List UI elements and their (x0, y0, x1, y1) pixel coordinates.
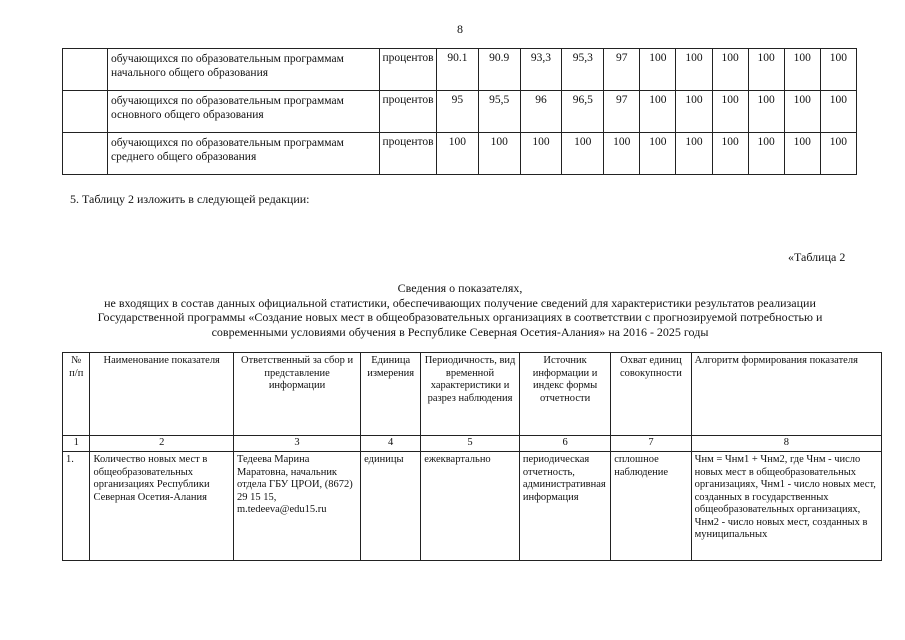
indicators-info-table (62, 352, 882, 561)
blank-cell (63, 91, 108, 133)
value-cell: 100 (820, 133, 856, 175)
table-row (63, 452, 882, 561)
title-line: современными условиями обучения в Республике Северная Осетия-Алания» на 2016 - 2025 годы (211, 324, 709, 339)
periodicity: ежеквартально (421, 452, 520, 561)
column-number: 1 (63, 436, 90, 452)
value-cell: 100 (604, 133, 640, 175)
value-cell: 100 (640, 133, 676, 175)
unit-of-measure: единицы (361, 452, 421, 561)
value-cell: 100 (820, 91, 856, 133)
header-cell: Ответственный за сбор и представление информации (233, 353, 360, 436)
value-cell: 100 (712, 49, 748, 91)
unit-cell: процентов (380, 133, 437, 175)
value-cell: 100 (676, 133, 712, 175)
table-row (63, 49, 857, 91)
row-number: 1. (63, 452, 90, 561)
value-cell: 100 (562, 133, 604, 175)
value-cell: 100 (437, 133, 479, 175)
value-cell: 95,5 (478, 91, 520, 133)
algorithm-cell (691, 452, 881, 561)
value-cell: 100 (640, 49, 676, 91)
value-cell: 95 (437, 91, 479, 133)
title-line: Сведения о показателях, (397, 281, 523, 295)
header-cell: Единица измерения (361, 353, 421, 436)
value-cell: 100 (676, 91, 712, 133)
value-cell: 90.9 (478, 49, 520, 91)
table-caption: «Таблица 2 (788, 250, 846, 264)
value-cell: 90.1 (437, 49, 479, 91)
column-number: 2 (90, 436, 233, 452)
table-row (63, 91, 857, 133)
column-number: 6 (519, 436, 610, 452)
value-cell: 100 (748, 91, 784, 133)
value-cell: 95,3 (562, 49, 604, 91)
indicator-values-table (62, 48, 857, 175)
header-cell: Охват единиц совокупности (611, 353, 691, 436)
column-number: 5 (421, 436, 520, 452)
value-cell: 100 (784, 91, 820, 133)
responsible-person: Тедеева Марина Маратовна, начальник отдела ГБУ ЦРОИ, (8672) 29 15 15, m.tedeeva@edu15.ru (233, 452, 360, 561)
blank-cell (63, 133, 108, 175)
column-numbers-row (63, 436, 882, 452)
value-cell: 100 (520, 133, 562, 175)
algorithm-text: Чнм = Чнм1 + Чнм2, где Чнм - число новых мест в общеобразовательных организациях, Чнм1 - число новых мест, созданных в государственных общеобразовательных организациях, Чнм2 - число новых мест, созданных в муниципальных (694, 454, 876, 540)
value-cell: 96,5 (562, 91, 604, 133)
header-cell: Периодичность, вид временной характеристики и разрез наблюдения (421, 353, 520, 436)
value-cell: 93,3 (520, 49, 562, 91)
title-line: Государственной программы «Создание новых мест в общеобразовательных организациях в соответствии с прогнозируемой потребностью и (97, 310, 823, 324)
row-label: обучающихся по образовательным программам основного общего образования (108, 91, 380, 133)
column-number: 8 (691, 436, 881, 452)
value-cell: 100 (478, 133, 520, 175)
column-number: 3 (233, 436, 360, 452)
value-cell: 100 (784, 49, 820, 91)
value-cell: 100 (748, 133, 784, 175)
header-cell: Наименование показателя (90, 353, 233, 436)
coverage: сплошное наблюдение (611, 452, 691, 561)
blank-cell (63, 49, 108, 91)
value-cell: 100 (748, 49, 784, 91)
header-cell: Алгоритм формирования показателя (691, 353, 881, 436)
value-cell: 100 (820, 49, 856, 91)
title-line: не входящих в состав данных официальной статистики, обеспечивающих получение сведений для характеристики результатов реализации (104, 295, 816, 310)
table-row (63, 133, 857, 175)
value-cell: 100 (712, 133, 748, 175)
page-number: 8 (457, 22, 463, 36)
row-label: обучающихся по образовательным программам начального общего образования (108, 49, 380, 91)
column-number: 4 (361, 436, 421, 452)
value-cell: 100 (784, 133, 820, 175)
value-cell: 97 (604, 49, 640, 91)
value-cell: 100 (712, 91, 748, 133)
value-cell: 100 (676, 49, 712, 91)
unit-cell: процентов (380, 91, 437, 133)
value-cell: 100 (640, 91, 676, 133)
unit-cell: процентов (380, 49, 437, 91)
value-cell: 96 (520, 91, 562, 133)
table-header-row (63, 353, 882, 436)
indicator-name: Количество новых мест в общеобразовательных организациях Республики Северная Осетия-Алания (90, 452, 233, 561)
header-cell: Источник информации и индекс формы отчетности (519, 353, 610, 436)
row-label: обучающихся по образовательным программам среднего общего образования (108, 133, 380, 175)
information-source: периодическая отчетность, административная информация (519, 452, 610, 561)
header-cell: № п/п (63, 353, 90, 436)
section-title (60, 281, 860, 339)
value-cell: 97 (604, 91, 640, 133)
column-number: 7 (611, 436, 691, 452)
paragraph-item-5: 5. Таблицу 2 изложить в следующей редакции: (70, 192, 310, 206)
